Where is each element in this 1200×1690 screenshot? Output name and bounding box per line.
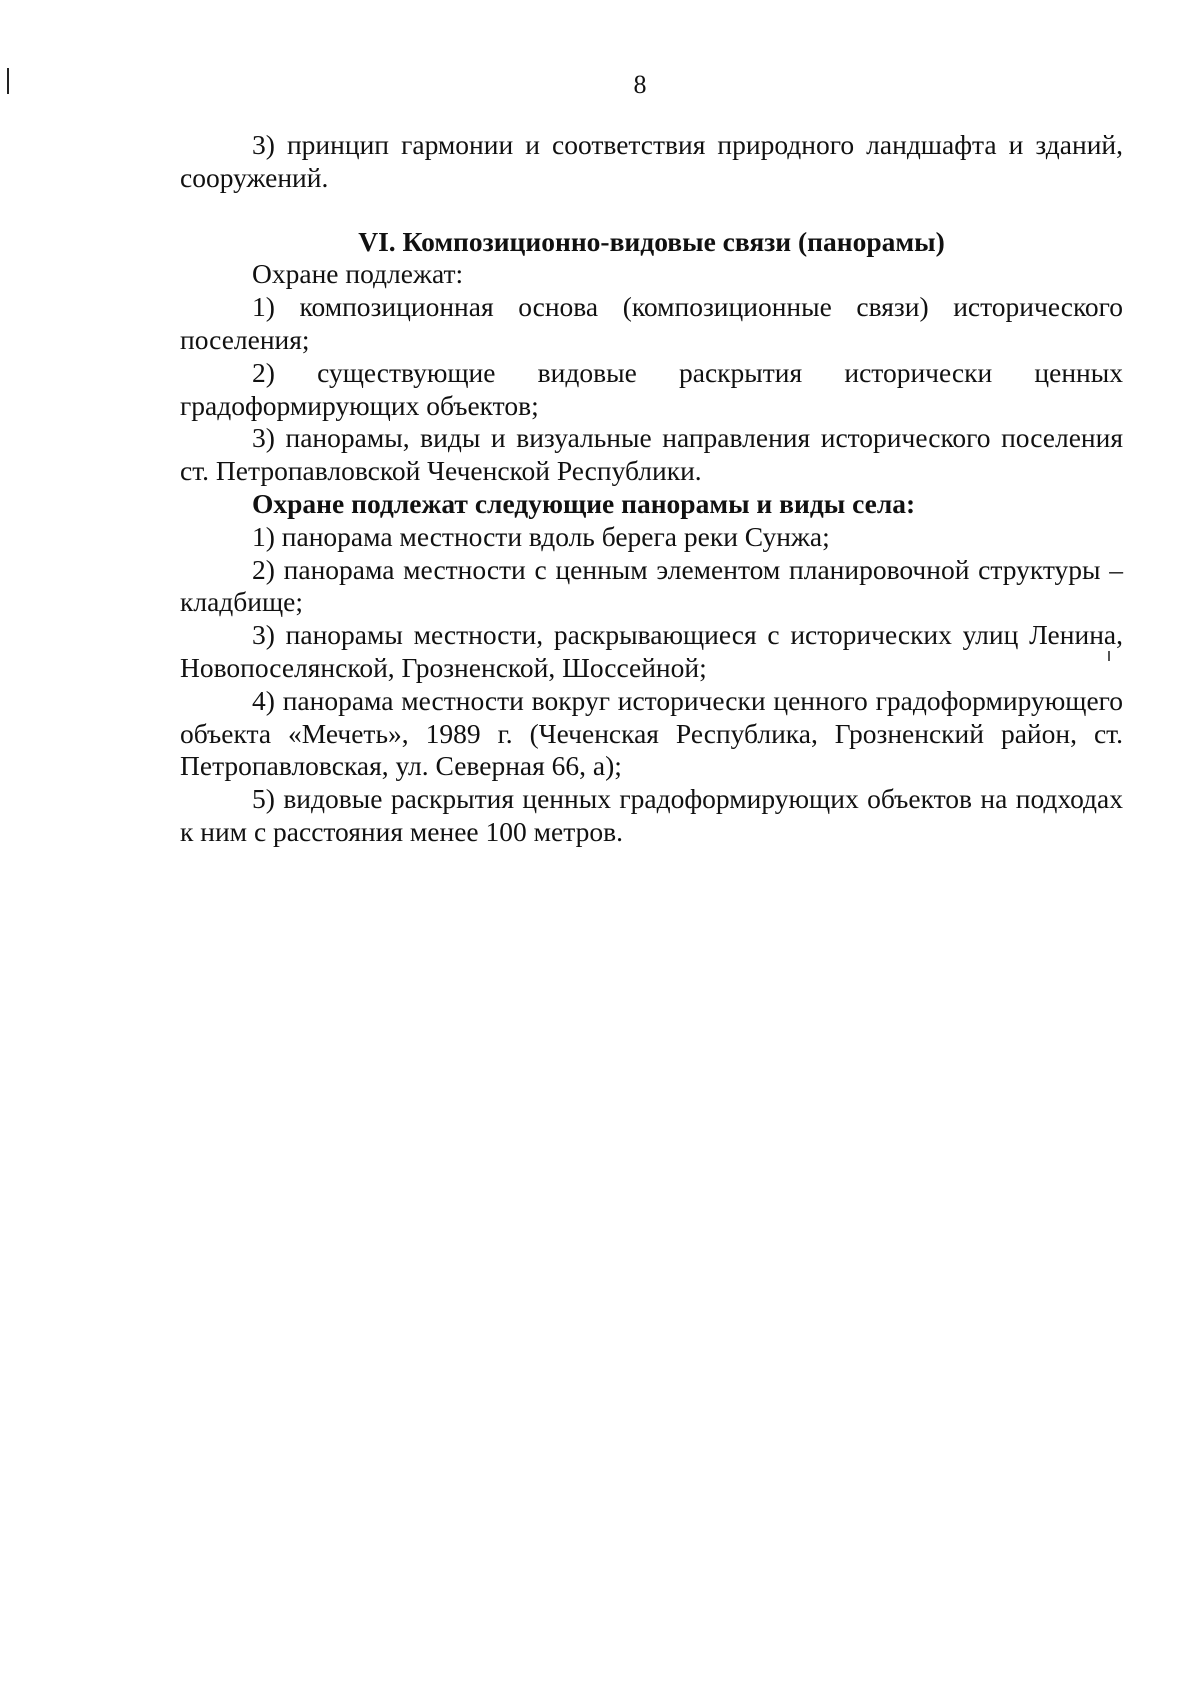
document-body xyxy=(180,129,1123,849)
page-number: 8 xyxy=(633,70,647,99)
panoramas-heading: Охране подлежат следующие панорамы и виды села: xyxy=(252,487,916,519)
panorama-item: 2) панорама местности с ценным элементом планировочной структуры – кладбище; xyxy=(180,553,1123,618)
panorama-item: 3) панорамы местности, раскрывающиеся с исторических улиц Ленина, Новопоселянской, Грозненской, Шоссейной; xyxy=(180,619,1123,683)
protected-intro: Охране подлежат: xyxy=(252,258,464,290)
panorama-item: 5) видовые раскрытия ценных градоформирующих объектов на подходах к ним с расстояния менее 100 метров. xyxy=(180,783,1123,847)
protected-item: 3) панорамы, виды и визуальные направления исторического поселения ст. Петропавловской Чеченской Республики. xyxy=(180,422,1123,487)
protected-item: 1) композиционная основа (композиционные связи) исторического поселения; xyxy=(180,291,1123,355)
panorama-item: 1) панорама местности вдоль берега реки Сунжа; xyxy=(252,520,830,552)
scan-edge-mark xyxy=(7,68,9,94)
section-heading: VI. Композиционно-видовые связи (панорамы) xyxy=(358,225,945,257)
protected-item: 2) существующие видовые раскрытия исторически ценных градоформирующих объектов; xyxy=(180,356,1123,421)
intro-item: 3) принцип гармонии и соответствия природного ландшафта и зданий, сооружений. xyxy=(180,129,1123,193)
panorama-item: 4) панорама местности вокруг исторически ценного градоформирующего объекта «Мечеть», 1989 г. (Чеченская Республика, Грозненский район, ст. Петропавловская, ул. Северная 66, а); xyxy=(180,684,1123,782)
